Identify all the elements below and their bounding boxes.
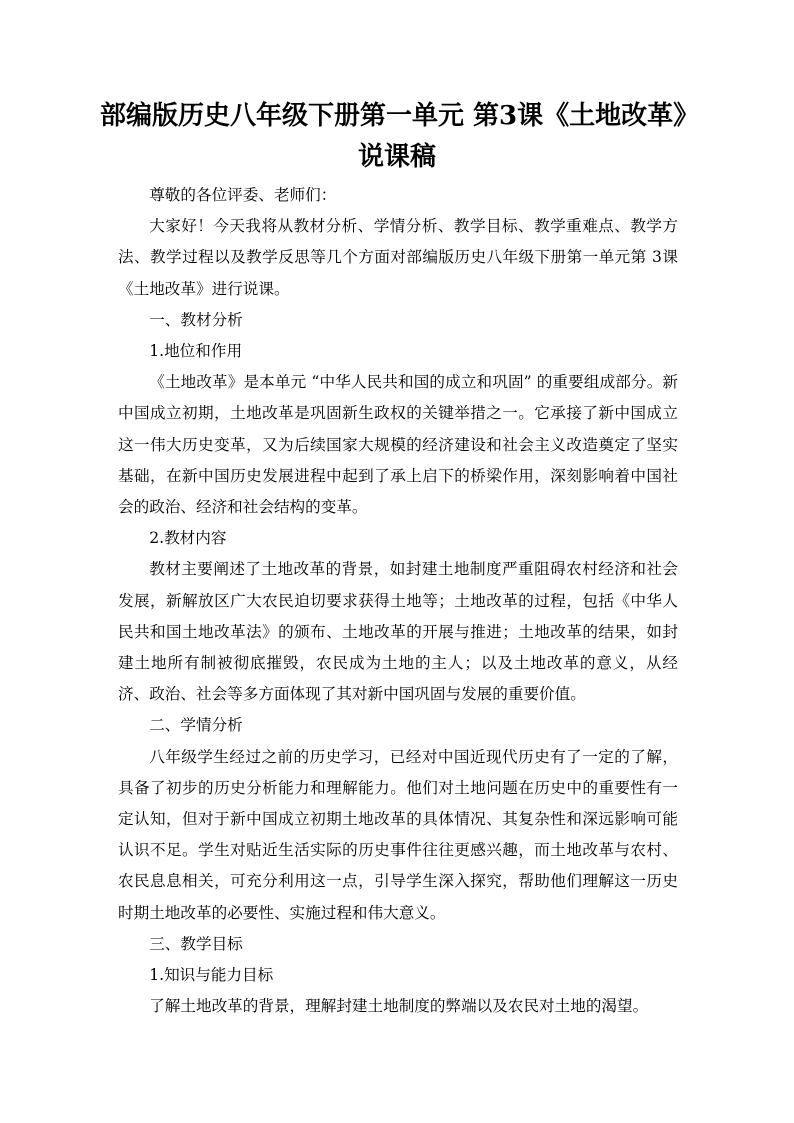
section-heading-teaching-goals: 三、教学目标 [149,934,243,953]
document-subtitle: 说课稿 [357,142,436,172]
paragraph-textbook-content: 教材主要阐述了土地改革的背景，如封建土地制度严重阻碍农村经济和社会发展，新解放区广大农民迫切要求获得土地等；土地改革的过程，包括《中华人民共和国土地改革法》的颁布、土地改革的开展与推进；土地改革的结果，如封建土地所有制被彻底摧毁，农民成为土地的主人；以及土地改革的意义，从经济、政治、社会等多方面体现了其对新中国巩固与发展的重要价值。 [118,560,678,704]
subheading-textbook-content: 2.教材内容 [149,529,227,548]
subheading-position-role: 1.地位和作用 [149,342,243,361]
paragraph-position-role: 《土地改革》是本单元 “中华人民共和国的成立和巩固” 的重要组成部分。新中国成立初期，土地改革是巩固新生政权的关键举措之一。它承接了新中国成立这一伟大历史变革，又为后续国家大规模的经济建设和社会主义改造奠定了坚实基础，在新中国历史发展进程中起到了承上启下的桥梁作用，深刻影响着中国社会的政治、经济和社会结构的变革。 [118,373,678,517]
subheading-knowledge-goals: 1.知识与能力目标 [149,966,274,985]
section-heading-textbook-analysis: 一、教材分析 [149,310,243,329]
document-body [118,180,678,1022]
paragraph-student-analysis: 八年级学生经过之前的历史学习，已经对中国近现代历史有了一定的了解，具备了初步的历史分析能力和理解能力。他们对土地问题在历史中的重要性有一定认知，但对于新中国成立初期土地改革的具体情况、其复杂性和深远影响可能认识不足。学生对贴近生活实际的历史事件往往更感兴趣，而土地改革与农村、农民息息相关，可充分利用这一点，引导学生深入探究，帮助他们理解这一历史时期土地改革的必要性、实施过程和伟大意义。 [118,747,678,922]
salutation: 尊敬的各位评委、老师们： [149,186,337,204]
document-title: 部编版历史八年级下册第一单元 第3课《土地改革》 [100,101,700,131]
section-heading-student-analysis: 二、学情分析 [149,716,243,735]
intro-paragraph: 大家好！今天我将从教材分析、学情分析、教学目标、教学重难点、教学方法、教学过程以及教学反思等几个方面对部编版历史八年级下册第一单元第 3课《土地改革》进行说课。 [118,217,678,298]
paragraph-knowledge-goals: 了解土地改革的背景，理解封建土地制度的弊端以及农民对土地的渴望。 [149,997,649,1016]
